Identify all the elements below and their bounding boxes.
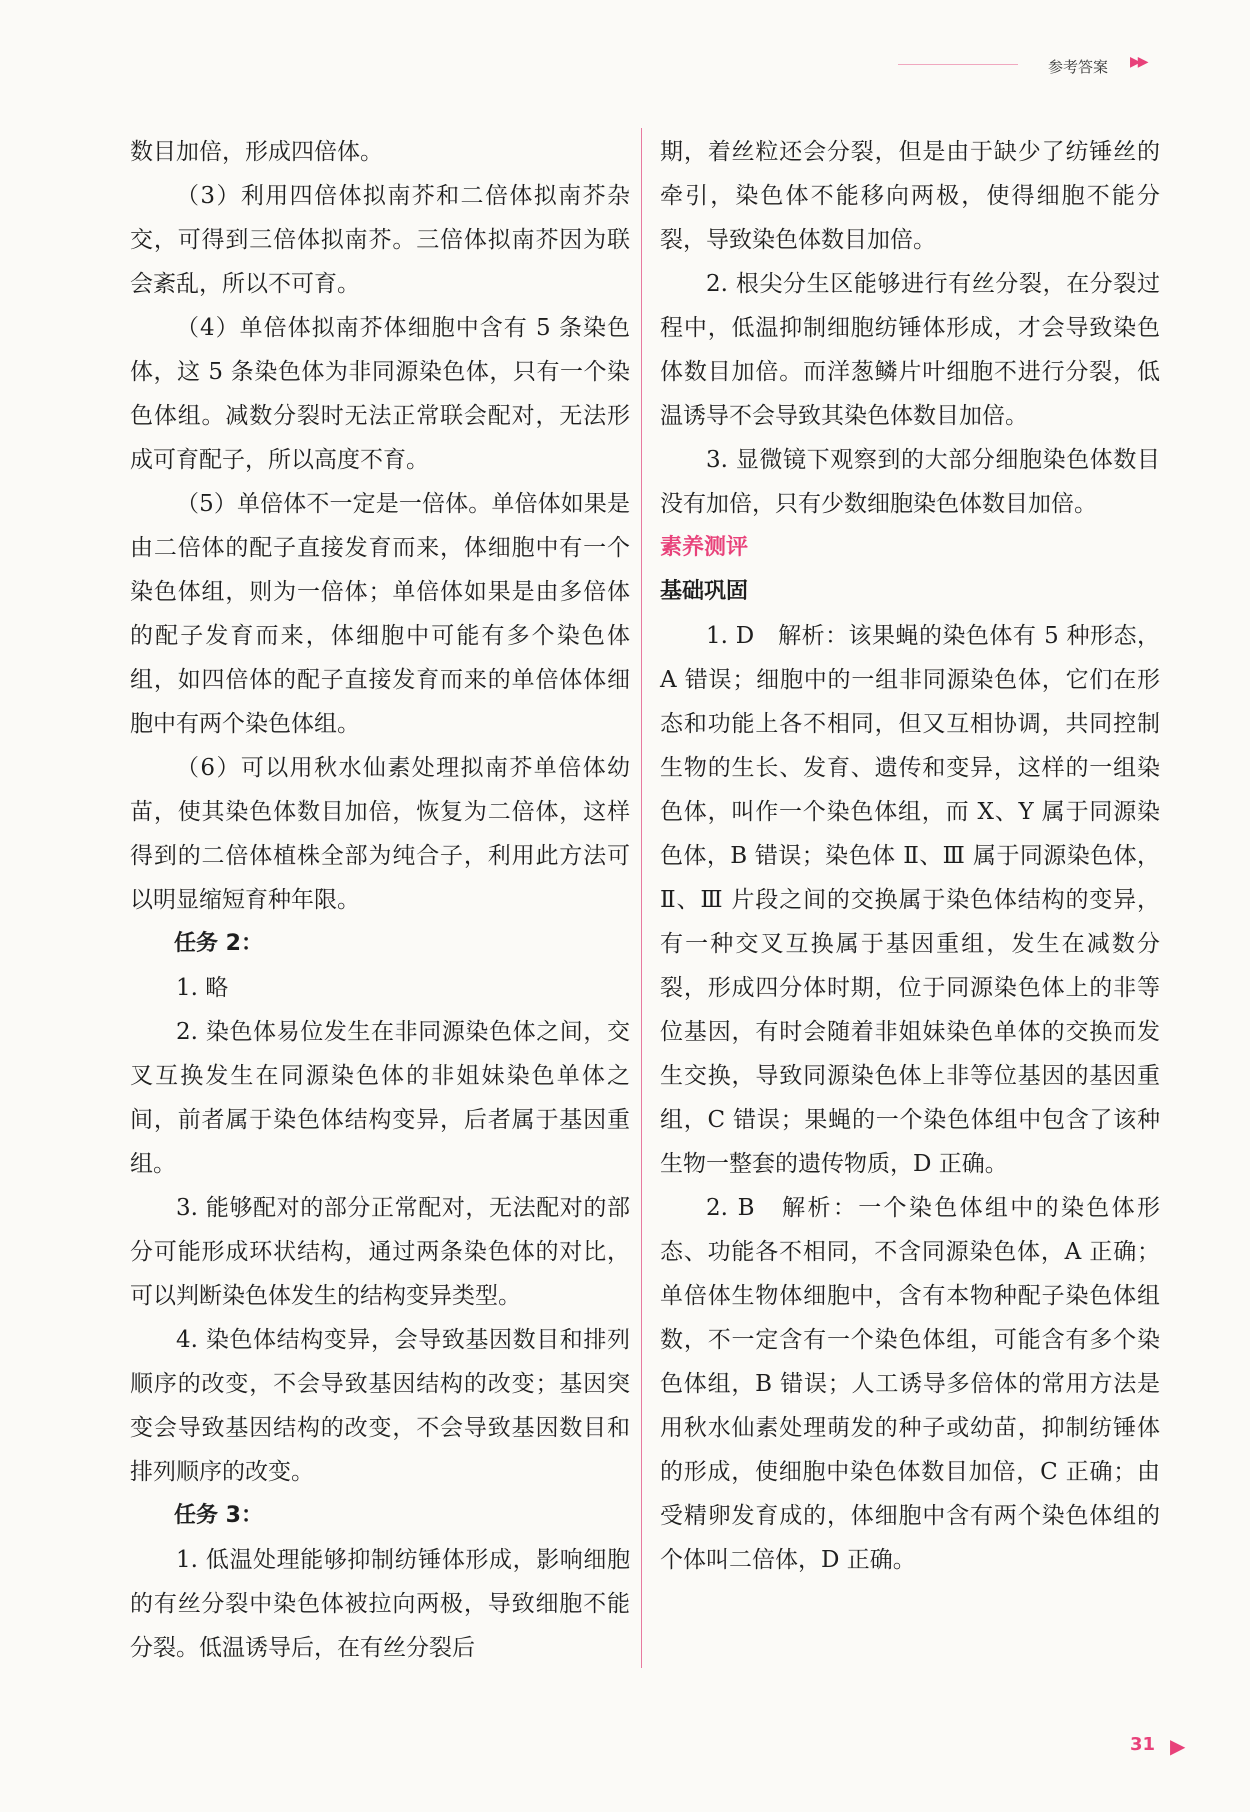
paragraph: 3. 显微镜下观察到的大部分细胞染色体数目没有加倍，只有少数细胞染色体数目加倍。 bbox=[660, 447, 1160, 517]
paragraph: 1. 低温处理能够抑制纺锤体形成，影响细胞的有丝分裂中染色体被拉向两极，导致细胞不能分裂。低温诱导后，在有丝分裂后 bbox=[130, 1547, 630, 1661]
column-divider bbox=[641, 128, 642, 1668]
right-column bbox=[660, 130, 1160, 1582]
paragraph: 1. 略 bbox=[176, 975, 229, 1001]
paragraph: （4）单倍体拟南芥体细胞中含有 5 条染色体，这 5 条染色体为非同源染色体，只有一个染色体组。减数分裂时无法正常联会配对，无法形成可育配子，所以高度不育。 bbox=[130, 315, 630, 473]
left-column bbox=[130, 130, 630, 1670]
section-heading: 素养测评 bbox=[660, 535, 749, 560]
paragraph: 4. 染色体结构变异，会导致基因数目和排列顺序的改变，不会导致基因结构的改变；基因突变会导致基因结构的改变，不会导致基因数目和排列顺序的改变。 bbox=[130, 1327, 630, 1485]
task-heading: 任务 2： bbox=[174, 931, 263, 956]
header-arrows-icon: ▶▶ bbox=[1130, 54, 1146, 70]
running-header-title: 参考答案 bbox=[1048, 58, 1109, 76]
paragraph: 2. 染色体易位发生在非同源染色体之间，交叉互换发生在同源染色体的非姐妹染色单体之间，前者属于染色体结构变异，后者属于基因重组。 bbox=[130, 1019, 630, 1177]
paragraph: （5）单倍体不一定是一倍体。单倍体如果是由二倍体的配子直接发育而来，体细胞中有一个染色体组，则为一倍体；单倍体如果是由多倍体的配子发育而来，体细胞中可能有多个染色体组，如四倍体的配子直接发育而来的单倍体体细胞中有两个染色体组。 bbox=[130, 491, 630, 737]
subsection-heading: 基础巩固 bbox=[660, 579, 749, 604]
paragraph: （3）利用四倍体拟南芥和二倍体拟南芥杂交，可得到三倍体拟南芥。三倍体拟南芥因为联会紊乱，所以不可育。 bbox=[130, 183, 630, 297]
paragraph: 1. D 解析：该果蝇的染色体有 5 种形态，A 错误；细胞中的一组非同源染色体，它们在形态和功能上各不相同，但又互相协调，共同控制生物的生长、发育、遗传和变异，这样的一组染色体，叫作一个染色体组，而 X、Y 属于同源染色体，B 错误；染色体 Ⅱ、Ⅲ 属于同源染色体，Ⅱ、Ⅲ 片段之间的交换属于染色体结构的变异，有一种交叉互换属于基因重组，发生在减数分裂，形成四分体时期，位于同源染色体上的非等位基因，有时会随着非姐妹染色单体的交换而发生交换，导致同源染色体上非等位基因的基因重组，C 错误；果蝇的一个染色体组中包含了该种生物一整套的遗传物质，D 正确。 bbox=[660, 623, 1160, 1177]
page-number: 31 bbox=[1130, 1734, 1156, 1755]
task-heading: 任务 3： bbox=[174, 1503, 263, 1528]
paragraph: 3. 能够配对的部分正常配对，无法配对的部分可能形成环状结构，通过两条染色体的对比，可以判断染色体发生的结构变异类型。 bbox=[130, 1195, 630, 1309]
paragraph: 2. B 解析：一个染色体组中的染色体形态、功能各不相同，不含同源染色体，A 正确；单倍体生物体细胞中，含有本物种配子染色体组数，不一定含有一个染色体组，可能含有多个染色体组，B 错误；人工诱导多倍体的常用方法是用秋水仙素处理萌发的种子或幼苗，抑制纺锤体的形成，使细胞中染色体数目加倍，C 正确；由受精卵发育成的，体细胞中含有两个染色体组的个体叫二倍体，D 正确。 bbox=[660, 1195, 1160, 1573]
paragraph: 期，着丝粒还会分裂，但是由于缺少了纺锤丝的牵引，染色体不能移向两极，使得细胞不能分裂，导致染色体数目加倍。 bbox=[660, 139, 1160, 253]
paragraph: 2. 根尖分生区能够进行有丝分裂，在分裂过程中，低温抑制细胞纺锤体形成，才会导致染色体数目加倍。而洋葱鳞片叶细胞不进行分裂，低温诱导不会导致其染色体数目加倍。 bbox=[660, 271, 1160, 429]
paragraph: 数目加倍，形成四倍体。 bbox=[130, 139, 383, 165]
header-rule bbox=[898, 64, 1018, 65]
next-arrow-icon: ▶ bbox=[1170, 1734, 1186, 1758]
paragraph: （6）可以用秋水仙素处理拟南芥单倍体幼苗，使其染色体数目加倍，恢复为二倍体，这样得到的二倍体植株全部为纯合子，利用此方法可以明显缩短育种年限。 bbox=[130, 755, 630, 913]
